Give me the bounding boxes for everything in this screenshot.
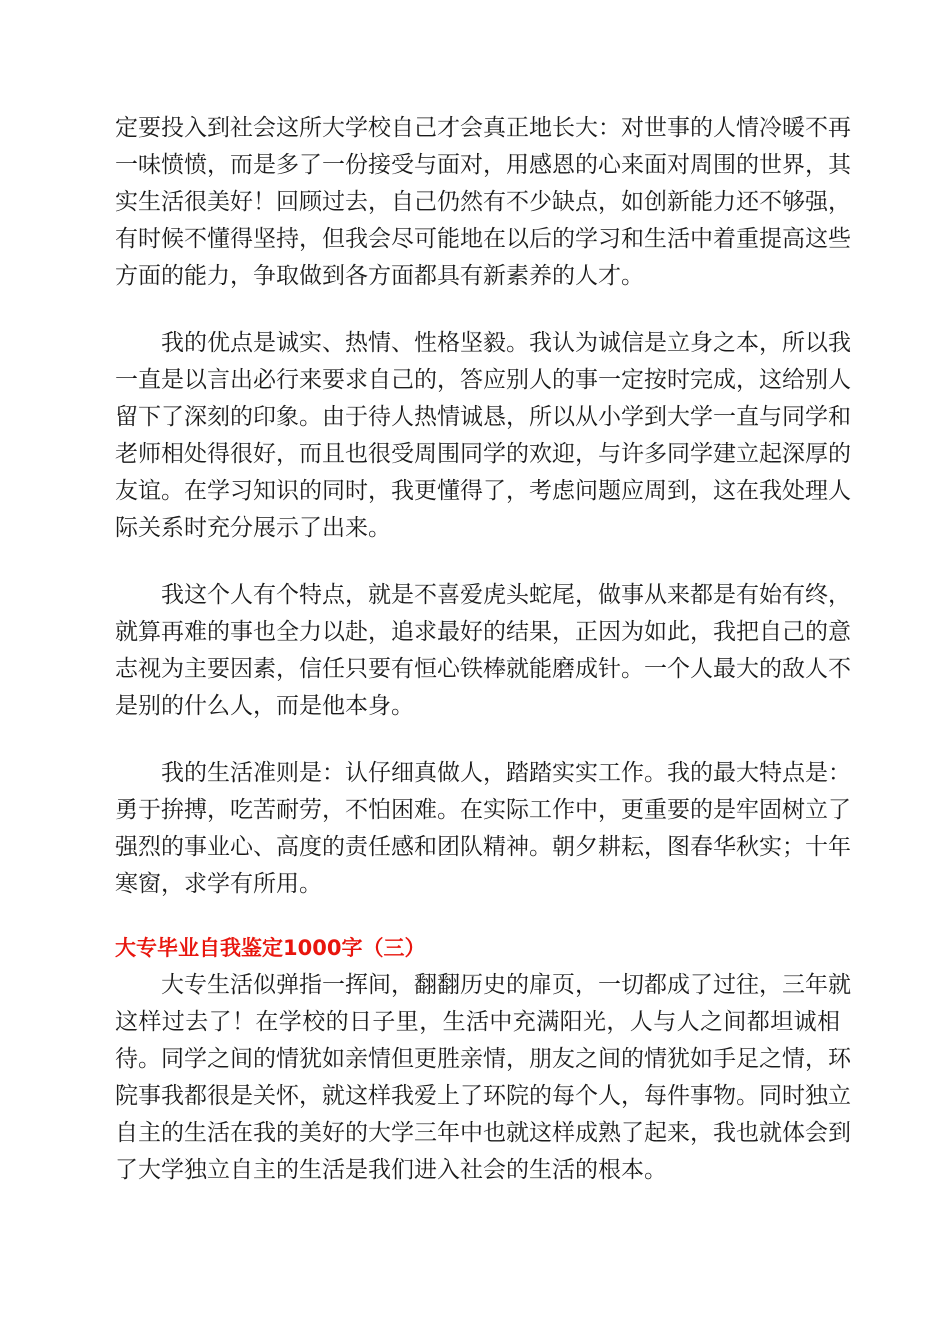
text-line: 一味愤愤，而是多了一份接受与面对，用感恩的心来面对周围的世界，其 <box>115 152 851 178</box>
paragraph-3 <box>115 577 851 725</box>
paragraph-1 <box>115 110 851 295</box>
text-line: 留下了深刻的印象。由于待人热情诚恳，所以从小学到大学一直与同学和 <box>115 404 851 430</box>
text-line: 了大学独立自主的生活是我们进入社会的生活的根本。 <box>115 1157 667 1183</box>
text-line: 勇于拚搏，吃苦耐劳，不怕困难。在实际工作中，更重要的是牢固树立了 <box>115 797 851 823</box>
section-heading: 大专毕业自我鉴定1000字（三） <box>115 936 426 960</box>
text-line: 实生活很美好！回顾过去，自己仍然有不少缺点，如创新能力还不够强， <box>115 189 851 215</box>
text-line: 寒窗，求学有所用。 <box>115 871 322 897</box>
text-line: 一直是以言出必行来要求自己的，答应别人的事一定按时完成，这给别人 <box>115 367 851 393</box>
text-line: 就算再难的事也全力以赴，追求最好的结果，正因为如此，我把自己的意 <box>115 619 851 645</box>
text-line: 我这个人有个特点，就是不喜爱虎头蛇尾，做事从来都是有始有终， <box>161 582 851 608</box>
text-line: 我的优点是诚实、热情、性格坚毅。我认为诚信是立身之本，所以我 <box>161 330 851 356</box>
text-line: 大专生活似弹指一挥间，翻翻历史的扉页，一切都成了过往，三年就 <box>161 972 851 998</box>
text-line: 老师相处得很好，而且也很受周围同学的欢迎，与许多同学建立起深厚的 <box>115 441 851 467</box>
text-line: 自主的生活在我的美好的大学三年中也就这样成熟了起来，我也就体会到 <box>115 1120 851 1146</box>
paragraph-4 <box>115 755 851 903</box>
paragraph-5 <box>115 967 851 1189</box>
text-line: 是别的什么人，而是他本身。 <box>115 693 414 719</box>
text-line: 院事我都很是关怀，就这样我爱上了环院的每个人，每件事物。同时独立 <box>115 1083 851 1109</box>
document-body <box>115 110 851 1219</box>
text-line: 定要投入到社会这所大学校自己才会真正地长大：对世事的人情冷暖不再 <box>115 115 851 141</box>
text-line: 有时候不懂得坚持，但我会尽可能地在以后的学习和生活中着重提高这些 <box>115 226 851 252</box>
text-line: 我的生活准则是：认仔细真做人，踏踏实实工作。我的最大特点是： <box>161 760 851 786</box>
text-line: 强烈的事业心、高度的责任感和团队精神。朝夕耕耘，图春华秋实；十年 <box>115 834 851 860</box>
text-line: 待。同学之间的情犹如亲情但更胜亲情，朋友之间的情犹如手足之情，环 <box>115 1046 851 1072</box>
text-line: 方面的能力，争取做到各方面都具有新素养的人才。 <box>115 263 644 289</box>
paragraph-2 <box>115 325 851 547</box>
text-line: 志视为主要因素，信任只要有恒心铁棒就能磨成针。一个人最大的敌人不 <box>115 656 851 682</box>
text-line: 友谊。在学习知识的同时，我更懂得了，考虑问题应周到，这在我处理人 <box>115 478 851 504</box>
text-line: 际关系时充分展示了出来。 <box>115 515 391 541</box>
text-line: 这样过去了！在学校的日子里，生活中充满阳光，人与人之间都坦诚相 <box>115 1009 840 1035</box>
